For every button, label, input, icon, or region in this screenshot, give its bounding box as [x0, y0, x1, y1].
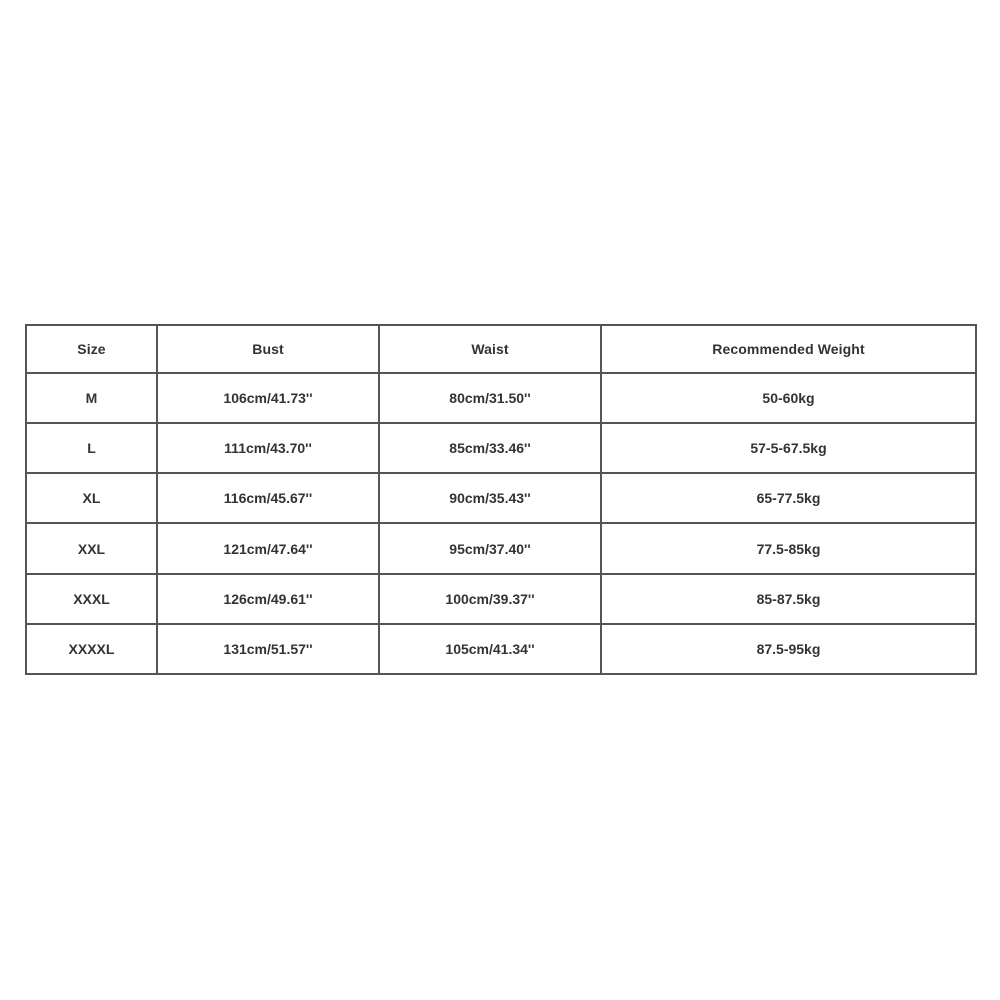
waist-cell: 85cm/33.46''	[379, 423, 601, 473]
waist-cell: 100cm/39.37''	[379, 574, 601, 624]
weight-cell: 65-77.5kg	[601, 473, 976, 523]
size-chart-table	[25, 324, 977, 675]
waist-cell: 80cm/31.50''	[379, 373, 601, 423]
table-row	[26, 523, 976, 573]
size-cell: L	[26, 423, 157, 473]
table-header-row	[26, 325, 976, 373]
waist-cell: 95cm/37.40''	[379, 523, 601, 573]
table-row	[26, 373, 976, 423]
column-header-size: Size	[26, 325, 157, 373]
table-row	[26, 624, 976, 674]
table-row	[26, 473, 976, 523]
column-header-recommended-weight: Recommended Weight	[601, 325, 976, 373]
weight-cell: 50-60kg	[601, 373, 976, 423]
bust-cell: 111cm/43.70''	[157, 423, 379, 473]
bust-cell: 116cm/45.67''	[157, 473, 379, 523]
size-cell: XXXXL	[26, 624, 157, 674]
bust-cell: 121cm/47.64''	[157, 523, 379, 573]
weight-cell: 87.5-95kg	[601, 624, 976, 674]
table-row	[26, 423, 976, 473]
size-cell: XXL	[26, 523, 157, 573]
weight-cell: 85-87.5kg	[601, 574, 976, 624]
bust-cell: 131cm/51.57''	[157, 624, 379, 674]
waist-cell: 90cm/35.43''	[379, 473, 601, 523]
bust-cell: 106cm/41.73''	[157, 373, 379, 423]
size-cell: M	[26, 373, 157, 423]
weight-cell: 77.5-85kg	[601, 523, 976, 573]
column-header-bust: Bust	[157, 325, 379, 373]
size-cell: XXXL	[26, 574, 157, 624]
table-row	[26, 574, 976, 624]
weight-cell: 57-5-67.5kg	[601, 423, 976, 473]
size-cell: XL	[26, 473, 157, 523]
bust-cell: 126cm/49.61''	[157, 574, 379, 624]
column-header-waist: Waist	[379, 325, 601, 373]
waist-cell: 105cm/41.34''	[379, 624, 601, 674]
